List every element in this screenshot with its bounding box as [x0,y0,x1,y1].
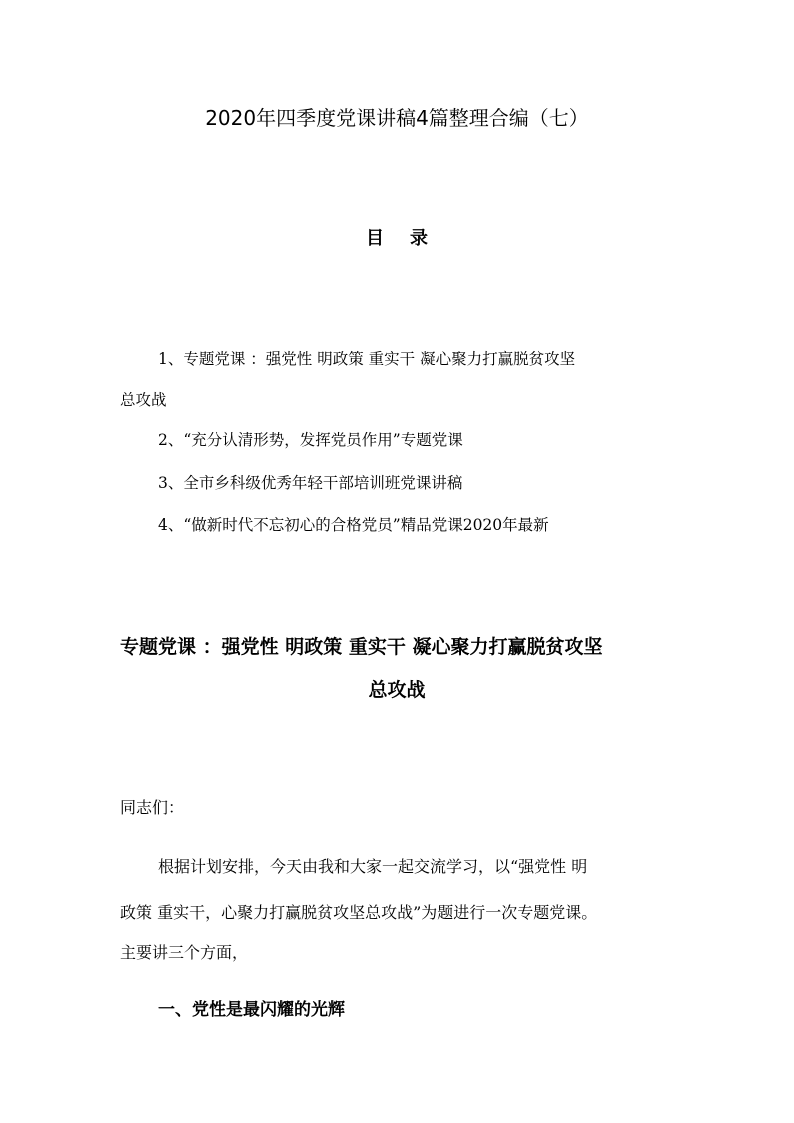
toc-item-3: 3、全市乡科级优秀年轻干部培训班党课讲稿 [158,474,463,492]
section-title: 专题党课 ：强党性 明政策 重实干 凝心聚力打赢脱贫攻坚 [120,636,603,658]
toc-item-2: 2、“充分认清形势，发挥党员作用”专题党课 [158,431,463,449]
toc-item-1: 1、专题党课 ：强党性 明政策 重实干 凝心聚力打赢脱贫攻坚 [158,350,576,368]
toc-item-4: 4、“做新时代不忘初心的合格党员”精品党课2020年最新 [158,516,549,534]
toc-heading: 目录 [366,228,454,249]
salutation: 同志们： [120,798,185,817]
paragraph-line: 主要讲三个方面， [120,943,249,962]
subheading: 一、党性是最闪耀的光辉 [158,1000,345,1020]
section-title-continuation: 总攻战 [368,679,426,701]
document-title: 2020年四季度党课讲稿4篇整理合编（七） [205,106,589,130]
paragraph-line: 政策 重实干，心聚力打赢脱贫攻坚总攻战”为题进行一次专题党课。 [120,903,598,922]
paragraph-line: 根据计划安排，今天由我和大家一起交流学习，以“强党性 明 [158,857,588,876]
toc-item-1-continuation: 总攻战 [120,391,167,409]
